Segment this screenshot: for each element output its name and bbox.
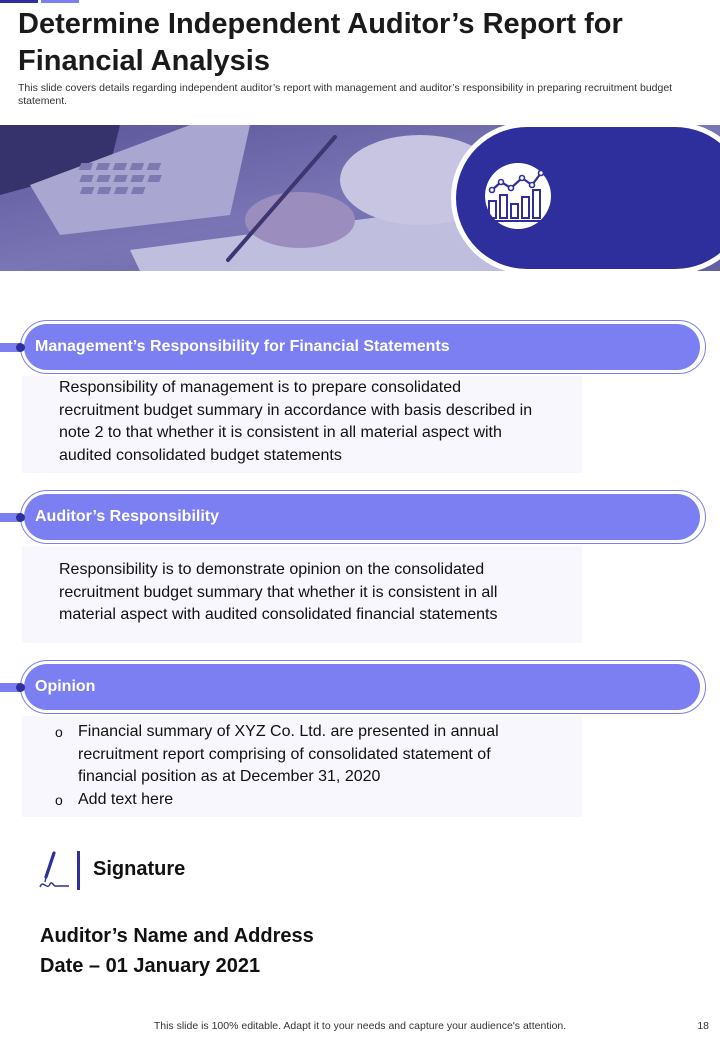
section-body bbox=[22, 376, 582, 473]
body-line: material aspect with audited consolidated financial statements bbox=[59, 606, 498, 623]
auditor-date: Date – 01 January 2021 bbox=[40, 955, 261, 977]
top-accent-bar-light bbox=[41, 0, 79, 3]
bar-chart-trend-icon bbox=[487, 168, 549, 224]
section-heading: Auditor’s Responsibility bbox=[24, 494, 700, 540]
section-dot bbox=[16, 343, 25, 352]
section-body bbox=[22, 546, 582, 643]
top-accent-bar-dark bbox=[0, 0, 38, 3]
body-line: Add text here bbox=[78, 790, 174, 808]
auditor-name-address: Auditor’s Name and Address bbox=[40, 925, 314, 947]
slide-subtitle: This slide covers details regarding independent auditor’s report with management and auditor’s responsibility in preparing recruitment budget statement. bbox=[18, 82, 673, 107]
page-number: 18 bbox=[697, 1020, 709, 1032]
bullet-item bbox=[55, 789, 562, 812]
chart-badge bbox=[485, 163, 551, 229]
section-heading: Opinion bbox=[24, 664, 700, 710]
body-line: Responsibility is to demonstrate opinion on the consolidated bbox=[59, 561, 485, 578]
body-line: recruitment budget summary that whether it is consistent in all bbox=[59, 583, 498, 601]
section-dot bbox=[16, 683, 25, 692]
body-line: Financial summary of XYZ Co. Ltd. are presented in annual bbox=[78, 723, 499, 740]
body-line: financial position as at December 31, 2020 bbox=[78, 768, 381, 785]
bullet-marker: o bbox=[55, 791, 63, 808]
pen-signature-icon bbox=[38, 851, 72, 896]
section-heading: Management’s Responsibility for Financial Statements bbox=[24, 324, 700, 370]
body-line: note 2 to that whether it is consistent in all material aspect with bbox=[59, 424, 502, 441]
body-line: recruitment budget summary in accordance with basis described in bbox=[59, 401, 533, 419]
footer-note: This slide is 100% editable. Adapt it to your needs and capture your audience's attention. bbox=[153, 1020, 567, 1032]
body-line: Responsibility of management is to prepare consolidated bbox=[59, 379, 462, 396]
body-line: recruitment report comprising of consolidated statement of bbox=[78, 745, 491, 763]
section-body bbox=[22, 716, 582, 817]
bullet-item bbox=[55, 721, 562, 789]
signature-divider bbox=[77, 851, 80, 890]
signature-label: Signature bbox=[93, 858, 186, 880]
section-dot bbox=[16, 513, 25, 522]
bullet-marker: o bbox=[55, 724, 63, 740]
slide-title: Determine Independent Auditor’s Report for Financial Analysis bbox=[18, 8, 623, 77]
body-line: audited consolidated budget statements bbox=[59, 446, 342, 464]
